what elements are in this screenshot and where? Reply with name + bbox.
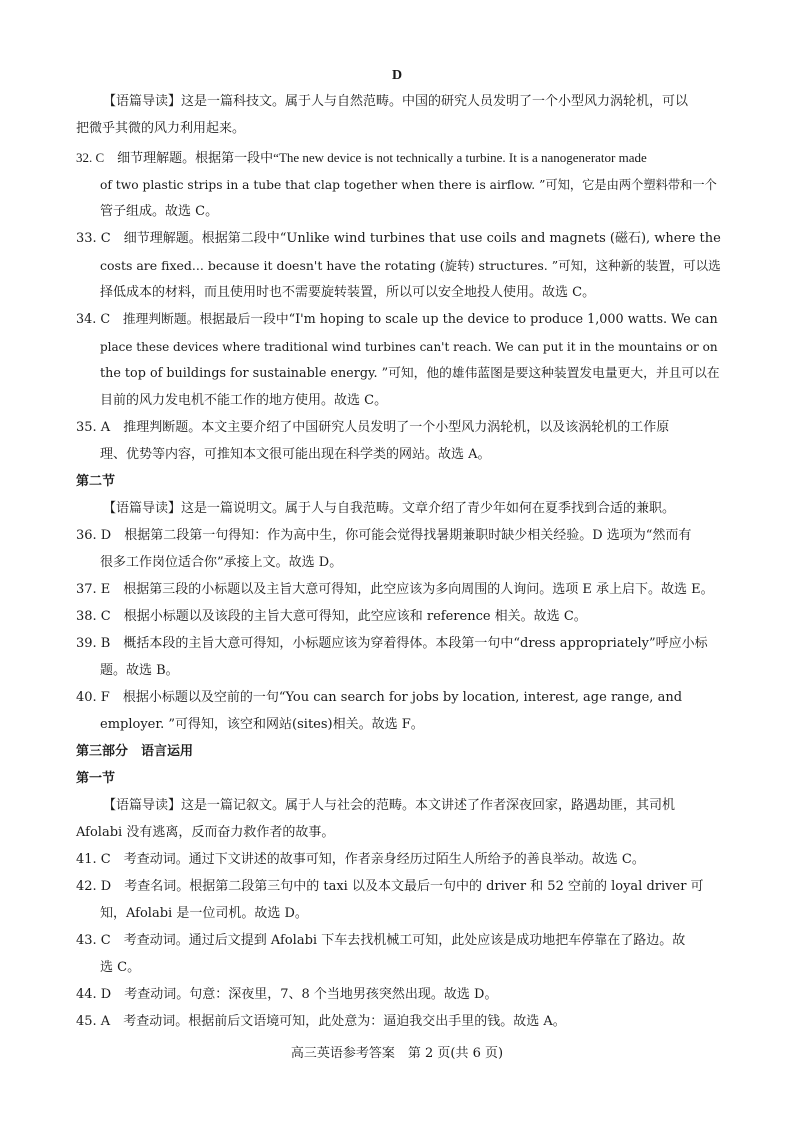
answer-44: 44. D 考查动词。句意：深夜里，7、8 个当地男孩突然出现。故选 D。 [76, 987, 498, 1002]
answer-42-line1: 42. D 考查名词。根据第二段第三句中的 taxi 以及本文最后一句中的 driver 和 52 空前的 loyal driver 可 [76, 879, 704, 894]
answer-34-line1: 34. C 推理判断题。根据最后一段中“I'm hoping to scale up the device to produce 1,000 watts. We can [76, 312, 718, 327]
answer-34-line4: 目前的风力发电机不能工作的地方使用。故选 C。 [100, 393, 388, 408]
answer-43-line2: 选 C。 [100, 960, 141, 975]
reading-guide-part3-line2: Afolabi 没有逃离，反而奋力救作者的故事。 [76, 825, 335, 840]
answer-41: 41. C 考查动词。通过下文讲述的故事可知，作者亲身经历过陌生人所给予的善良举动。故选 C。 [76, 852, 645, 867]
reading-guide-d-line1: 【语篇导读】这是一篇科技文。属于人与自然范畴。中国的研究人员发明了一个小型风力涡轮机，可以 [103, 94, 689, 109]
answer-36-line2: 很多工作岗位适合你”承接上文。故选 D。 [100, 555, 343, 570]
answer-32-line3: 管子组成。故选 C。 [100, 204, 219, 219]
answer-43-line1: 43. C 考查动词。通过后文提到 Afolabi 下车去找机械工可知，此处应该是成功地把车停靠在了路边。故 [76, 933, 686, 948]
part-two-section-two-heading: 第二节 [76, 474, 116, 489]
answer-35-line1: 35. A 推理判断题。本文主要介绍了中国研究人员发明了一个小型风力涡轮机，以及该涡轮机的工作原 [76, 420, 670, 435]
reading-guide-sec2: 【语篇导读】这是一篇说明文。属于人与自我范畴。文章介绍了青少年如何在夏季找到合适的兼职。 [103, 501, 676, 516]
answer-36-line1: 36. D 根据第二段第一句得知：作为高中生，你可能会觉得找暑期兼职时缺少相关经验。D 选项为“然而有 [76, 528, 692, 543]
answer-40-line1: 40. F 根据小标题以及空前的一句“You can search for jobs by location, interest, age range, and [76, 690, 683, 705]
answer-32-line1: 32. C 细节理解题。根据第一段中“The new device is not technically a turbine. It is a nanogenerator made [76, 150, 647, 165]
answer-33-line3: 择低成本的材料，而且使用时也不需要旋转装置，所以可以安全地投人使用。故选 C。 [100, 285, 596, 300]
part-three-section-one-heading: 第一节 [76, 771, 116, 786]
answer-34-line2: place these devices where traditional wind turbines can't reach. We can put it in the mountains or on [100, 340, 718, 354]
page-footer: 高三英语参考答案 第 2 页(共 6 页) [290, 1046, 504, 1061]
answer-45: 45. A 考查动词。根据前后文语境可知，此处意为：逼迫我交出手里的钱。故选 A。 [76, 1014, 566, 1029]
section-title: D [391, 68, 403, 83]
answer-32-line2: of two plastic strips in a tube that clap together when there is airflow. ”可知，它是由两个塑料带和一个 [100, 178, 717, 192]
answer-40-line2: employer. ”可得知，该空和网站(sites)相关。故选 F。 [100, 717, 424, 732]
answer-39-line2: 题。故选 B。 [100, 663, 179, 678]
part-three-heading: 第三部分 语言运用 [76, 744, 194, 759]
answer-42-line2: 知，Afolabi 是一位司机。故选 D。 [100, 906, 308, 921]
answer-35-line2: 理、优势等内容，可推知本文很可能出现在科学类的网站。故选 A。 [100, 447, 491, 462]
answer-33-line1: 33. C 细节理解题。根据第二段中“Unlike wind turbines that use coils and magnets (磁石), where the [76, 231, 721, 246]
answer-34-line3: the top of buildings for sustainable energy. ”可知，他的雄伟蓝图是要这种装置发电量更大，并且可以在 [100, 366, 720, 381]
reading-guide-d-line2: 把微乎其微的风力利用起来。 [76, 121, 246, 136]
answer-38: 38. C 根据小标题以及该段的主旨大意可得知，此空应该和 reference 相关。故选 C。 [76, 609, 587, 624]
reading-guide-part3-line1: 【语篇导读】这是一篇记叙文。属于人与社会的范畴。本文讲述了作者深夜回家，路遇劫匪，其司机 [103, 798, 676, 813]
answer-37: 37. E 根据第三段的小标题以及主旨大意可得知，此空应该为多向周围的人询问。选项 E 承上启下。故选 E。 [76, 582, 714, 597]
answer-39-line1: 39. B 概括本段的主旨大意可得知，小标题应该为穿着得体。本段第一句中“dress appropriately”呼应小标 [76, 636, 708, 651]
answer-33-line2: costs are fixed... because it doesn't have the rotating (旋转) structures. ”可知，这种新的装置，可以选 [100, 258, 721, 273]
